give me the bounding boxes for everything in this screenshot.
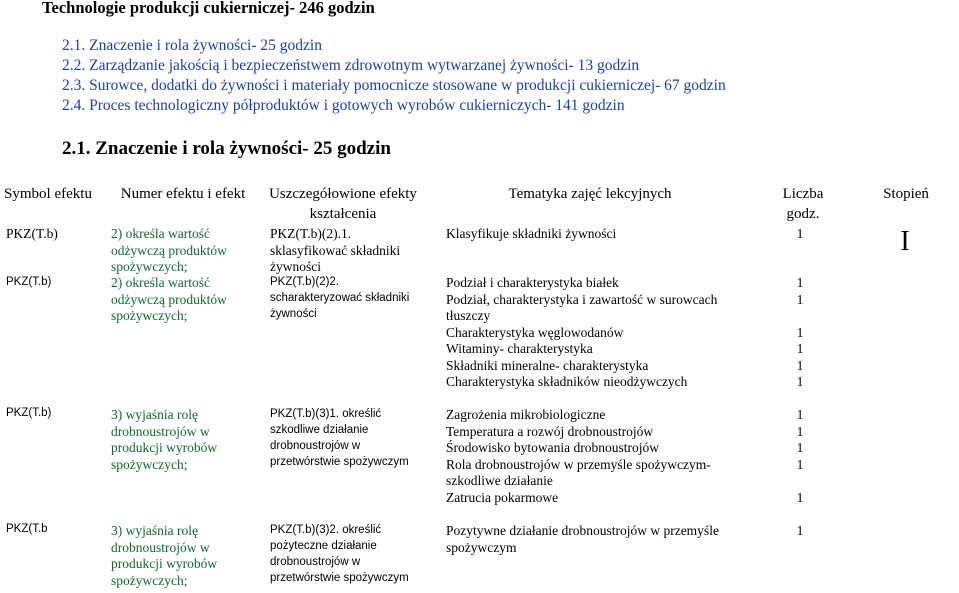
row4-numer: 3) wyjaśnia rolę drobnoustrojów w produkcji wyrobów spożywczych; bbox=[111, 523, 218, 588]
row4-uszcz: PKZ(T.b)(3)2. określić pożyteczne działanie drobnoustrojów w przetwórstwie spożywczym bbox=[270, 524, 409, 584]
row1-symbol: PKZ(T.b) bbox=[6, 226, 58, 241]
topic-item: Charakterystyka składników nieodżywczych bbox=[446, 374, 688, 389]
row1-uszcz: PKZ(T.b)(2).1. sklasyfikować składniki żywności bbox=[270, 226, 401, 274]
hour-value: 1 bbox=[796, 226, 804, 241]
row2-uszcz: PKZ(T.b)(2)2. scharakteryzować składniki żywności bbox=[270, 276, 410, 320]
hour-value: 1 bbox=[796, 440, 804, 455]
section-heading: 2.1. Znaczenie i rola żywności- 25 godzin bbox=[62, 138, 391, 159]
topic-item: szkodliwe działanie bbox=[446, 473, 553, 488]
topic-item: tłuszczy bbox=[446, 308, 491, 323]
topic-item: Witaminy- charakterystyka bbox=[446, 341, 593, 356]
topic-item: spożywczym bbox=[446, 539, 517, 555]
hour-value: 1 bbox=[796, 407, 804, 422]
topic-item: Zagrożenia mikrobiologiczne bbox=[446, 407, 606, 422]
hour-value bbox=[785, 540, 815, 557]
header-uszczegolowione: Uszczegółowione efekty kształcenia bbox=[269, 186, 417, 222]
row3-hours bbox=[785, 407, 815, 506]
toc-item[interactable]: 2.1. Znaczenie i rola żywności- 25 godzin bbox=[62, 37, 322, 54]
row3-topics bbox=[446, 407, 766, 506]
header-symbol: Symbol efektu bbox=[4, 186, 92, 202]
row4-symbol: PKZ(T.b bbox=[6, 523, 48, 535]
header-liczba: Liczba godz. bbox=[782, 186, 824, 222]
header-stopien: Stopień bbox=[883, 186, 929, 202]
header-tematyka: Tematyka zajęć lekcyjnych bbox=[508, 186, 672, 202]
toc-item[interactable]: 2.3. Surowce, dodatki do żywności i materiały pomocnicze stosowane w produkcji cukierniczej- 67 godzin bbox=[62, 77, 726, 94]
hour-value: 1 bbox=[796, 324, 804, 340]
hour-value: 1 bbox=[796, 357, 804, 373]
hour-value: 1 bbox=[796, 523, 804, 538]
row3-numer: 3) wyjaśnia rolę drobnoustrojów w produkcji wyrobów spożywczych; bbox=[111, 407, 218, 472]
row1-hours bbox=[785, 226, 815, 243]
hour-value: 1 bbox=[796, 489, 804, 505]
topic-item: Podział, charakterystyka i zawartość w surowcach bbox=[446, 291, 718, 307]
hour-value: 1 bbox=[796, 291, 804, 307]
hour-value: 1 bbox=[796, 423, 804, 439]
hour-value: 1 bbox=[796, 456, 804, 472]
topic-item: Składniki mineralne- charakterystyka bbox=[446, 357, 649, 373]
topic-item: Charakterystyka węglowodanów bbox=[446, 324, 624, 340]
row4-hours bbox=[785, 523, 815, 556]
row4-topics bbox=[446, 523, 766, 556]
row3-symbol: PKZ(T.b) bbox=[6, 407, 52, 419]
hour-value: 1 bbox=[796, 275, 804, 290]
hour-value: 1 bbox=[796, 374, 804, 389]
row2-topics bbox=[446, 275, 766, 391]
topic-item: Podział i charakterystyka białek bbox=[446, 275, 619, 290]
row2-hours bbox=[785, 275, 815, 391]
toc-item[interactable]: 2.2. Zarządzanie jakością i bezpieczeństwem zdrowotnym wytwarzanej żywności- 13 godzin bbox=[62, 57, 640, 74]
row1-numer: 2) określa wartość odżywczą produktów spożywczych; bbox=[111, 226, 227, 274]
stopien-value: I bbox=[900, 226, 910, 257]
row2-symbol: PKZ(T.b) bbox=[6, 276, 52, 288]
hour-value: 1 bbox=[796, 341, 804, 356]
hour-value bbox=[785, 308, 815, 325]
topic-item: Zatrucia pokarmowe bbox=[446, 489, 559, 505]
header-numer: Numer efektu i efekt bbox=[120, 186, 246, 202]
topic-item: Pozytywne działanie drobnoustrojów w przemyśle bbox=[446, 523, 719, 538]
row1-topics bbox=[446, 226, 766, 243]
hour-value bbox=[785, 473, 815, 490]
topic-item: Rola drobnoustrojów w przemyśle spożywczym- bbox=[446, 456, 711, 472]
topic-item: Klasyfikuje składniki żywności bbox=[446, 226, 617, 241]
row2-numer: 2) określa wartość odżywczą produktów spożywczych; bbox=[111, 275, 227, 323]
row3-uszcz: PKZ(T.b)(3)1. określić szkodliwe działanie drobnoustrojów w przetwórstwie spożywczym bbox=[270, 408, 409, 468]
topic-item: Temperatura a rozwój drobnoustrojów bbox=[446, 423, 654, 439]
document-title: Technologie produkcji cukierniczej- 246 godzin bbox=[42, 0, 375, 17]
topic-item: Środowisko bytowania drobnoustrojów bbox=[446, 440, 659, 455]
toc-item[interactable]: 2.4. Proces technologiczny półproduktów i gotowych wyrobów cukierniczych- 141 godzin bbox=[62, 97, 625, 114]
